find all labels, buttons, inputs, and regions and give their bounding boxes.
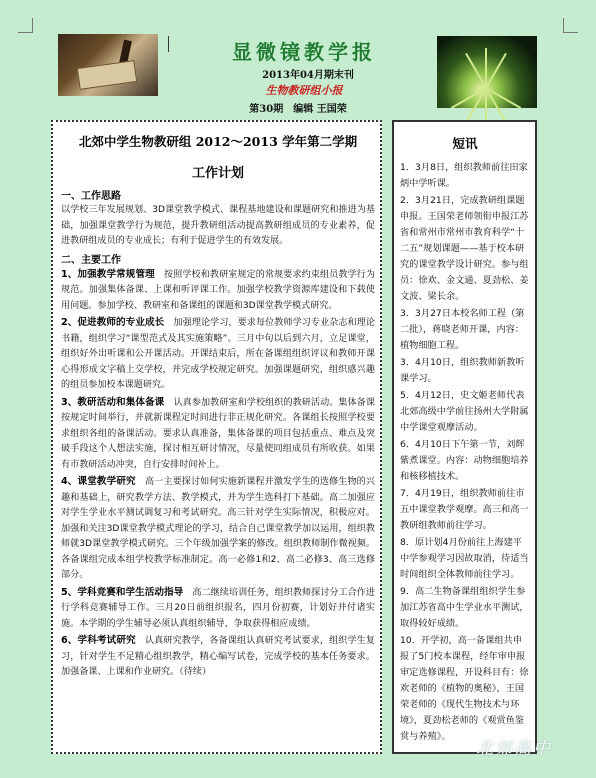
news-item: 3．3月27日本校名师工程（第二批），蒋晓老师开课，内容：植物细胞工程。	[400, 308, 525, 351]
tentacle-shape	[465, 53, 487, 89]
text-cursor	[168, 36, 169, 52]
section-paragraph	[61, 585, 375, 633]
item-body: 加强理论学习，要求每位教师学习专业杂志和理论书籍，组织学习“课型范式及其实施策略”。三月中旬以后到六月，立足课堂，组织好外出听课和公开课活动。开课结束后，所在备课组组织评议和教师开课心得形成文字稿上交学校，并完成学校规定研究。加强课题研究，组织感兴趣的组员参加校本课题研究。	[61, 318, 375, 390]
section-paragraph	[61, 395, 375, 474]
news-item: 5．4月12日，史文姬老师代表北郊高级中学前往扬州大学附属中学课堂观摩活动。	[400, 390, 529, 433]
crop-mark-top-left	[18, 18, 33, 33]
tentacle-shape	[485, 53, 507, 89]
section-paragraph: 以学校三年发展规划、3D课堂教学模式、课程基地建设和课题研究和推进为基础，加强课堂教学行为规范，提升教研组活动提高教研组成员的专业素养，促进教研组成员的专业成长；有利于促进学生的有效发展。	[61, 205, 375, 246]
item-lead: 1、加强教学常规管理	[61, 268, 155, 280]
news-item: 6．4月10日下午第一节，刘辉紫煮课堂。内容：动物细胞培养和核移植技术。	[400, 439, 529, 482]
article-subtitle: 工作计划	[191, 166, 244, 181]
tentacle-shape	[485, 48, 487, 88]
news-item: 8．原计划4月份前往上海建平中学参观学习因故取消，待适当时间组织全体教师前往学习。	[400, 537, 529, 580]
section-paragraph	[61, 267, 375, 315]
item-lead: 4、课堂教学研究	[61, 476, 136, 487]
item-lead: 3、教研活动和集体备课	[61, 396, 165, 408]
item-body: 按照学校和教研室规定的常规要求约束组员教学行为规范。加强集体备课、上课和听评课工作。加强学校教学资源库建设和下载使用问题。参加学校、教研室和备课组的课题和3D课堂教学模式研究。	[61, 269, 375, 311]
item-lead: 5、学科竞赛和学生活动指导	[61, 586, 184, 598]
item-body: 认真参加教研室和学校组织的教研活动。集体备课按规定时间举行，并就新课程定时间进行非正规化研究。各课组长按照学校要求组织各组的备课活动。要求认真准备，集体备课的项目包括重点、难点及突破手段这个人想法实施，探讨相互研讨情况，尽量使同组成员有所收获。如果有市教研活动冲突，自行安排时间补上。	[61, 397, 375, 470]
item-body: 认真研究教学，各备课组认真研究考试要求，组织学生复习，针对学生不足精心组织教学，精心编写试卷，完成学校的基本任务要求。加强备课、上课和作业研究。（待续）	[61, 636, 375, 677]
news-sidebar	[392, 120, 537, 754]
newspaper-subtitle: 生物教研组小报	[265, 84, 343, 97]
item-lead: 2、促进教师的专业成长	[61, 317, 165, 328]
masthead-photo-sea-anemone	[437, 36, 537, 108]
news-title: 短讯	[452, 136, 478, 151]
school-watermark: 北郊高中	[476, 739, 552, 759]
news-item: 9．高二生物备课组组织学生参加江苏省高中生学业水平测试，取得较好成绩。	[400, 586, 529, 629]
issue-date: 2013年04月期末刊	[262, 70, 354, 81]
issue-editor-line: 第30期 编辑 王国荣	[249, 104, 347, 115]
section-paragraph	[61, 633, 375, 681]
section-paragraph	[61, 315, 375, 394]
item-body: 高一主要探讨如何实施新课程并激发学生的选修生物的兴趣和基础上，研究教学方法、教学模式，并为学生选科打下基础。高二加强应对学生学业水平测试调复习和考试研究。高三针对学生实际情况，积极应对。加强和关注3D课堂教学模式理论的学习，结合自己课堂教学加以运用，组织教师就3D课堂教学模式研究。三个年级加强学案的修改。组织教师制作微视频。各备课组完成本组学校教学标准制定。高一必修1和2、高二必修3、高三选修部分。	[61, 477, 375, 580]
article-title: 北郊中学生物教研组 2012～2013 学年第二学期	[78, 134, 358, 149]
news-item: 1．3月8日，组织教师前往田家炳中学听课。	[400, 162, 528, 189]
crop-mark-top-right	[563, 18, 578, 33]
news-item: 7．4月19日，组织教师前往市五中课堂教学观摩。高三和高一教研组教师前往学习。	[400, 488, 529, 531]
news-item: 3．4月10日，组织教师新教听课学习。	[400, 357, 525, 384]
section-heading: 二、主要工作	[61, 254, 121, 266]
item-body: 高二继续培训任务，组织教师探讨分工合作进行学科竞赛辅导工作。三月20日前组织报名，四月份初赛，计划好并付诸实施。本学期的学生辅导必须认真组织辅导，争取获得相应成绩。	[61, 587, 375, 629]
section-paragraph	[61, 474, 375, 584]
item-lead: 6、学科考试研究	[61, 635, 136, 646]
newspaper-title: 显微镜教学报	[232, 40, 376, 64]
news-item: 10．开学初，高一备课组共申报了5门校本课程，经年审申报审定选修课程，开设科目有：徐欢老师的《植物的奥秘》，王国荣老师的《现代生物技术与环境》，夏劲松老师的《观赏鱼鉴赏与养殖》。	[400, 635, 529, 742]
news-item: 2．3月21日，完成教研组课题申报。王国荣老师领衔申报江苏省和常州市常州市教育科学“十二五”规划课题——基于校本研究的课堂教学设计研究。参与组员：徐欢、金文通、夏劲松、姜文波、梁长余。	[400, 195, 529, 302]
work-plan-article	[51, 120, 382, 754]
section-heading: 一、工作思路	[61, 191, 121, 202]
